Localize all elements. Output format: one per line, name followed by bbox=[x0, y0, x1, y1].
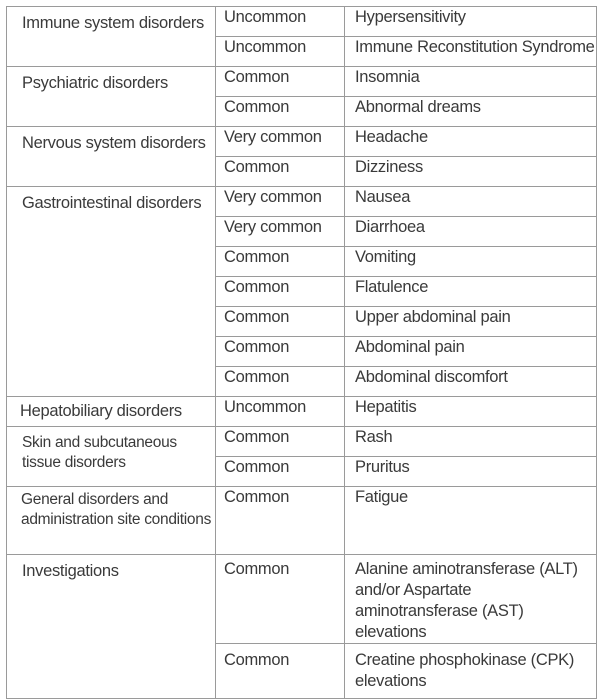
frequency-cell: Common bbox=[216, 277, 345, 307]
system-organ-class-label: General disorders and administration site conditions bbox=[21, 491, 212, 528]
reaction-cell: Nausea bbox=[345, 187, 597, 217]
frequency-cell: Very common bbox=[216, 217, 345, 247]
frequency-cell: Uncommon bbox=[216, 397, 345, 427]
frequency-cell: Common bbox=[216, 367, 345, 397]
reaction-cell: Alanine aminotransferase (ALT) and/or Aspartate aminotransferase (AST) elevations bbox=[345, 555, 597, 644]
system-organ-class-cell bbox=[7, 67, 216, 127]
table-row bbox=[7, 487, 597, 555]
frequency-cell: Uncommon bbox=[216, 37, 345, 67]
frequency-cell: Common bbox=[216, 67, 345, 97]
system-organ-class-label: Hepatobiliary disorders bbox=[20, 402, 182, 420]
table-row bbox=[7, 187, 597, 217]
table-row bbox=[7, 67, 597, 97]
table-row bbox=[7, 427, 597, 457]
frequency-cell: Common bbox=[216, 555, 345, 644]
reaction-cell: Headache bbox=[345, 127, 597, 157]
frequency-cell: Common bbox=[216, 457, 345, 487]
system-organ-class-cell bbox=[7, 187, 216, 397]
reaction-cell: Pruritus bbox=[345, 457, 597, 487]
reaction-cell: Rash bbox=[345, 427, 597, 457]
frequency-cell: Common bbox=[216, 157, 345, 187]
system-organ-class-cell bbox=[7, 555, 216, 699]
reaction-cell: Creatine phosphokinase (CPK) elevations bbox=[345, 644, 597, 699]
frequency-cell: Uncommon bbox=[216, 7, 345, 37]
reaction-cell: Flatulence bbox=[345, 277, 597, 307]
reaction-cell: Immune Reconstitution Syndrome bbox=[345, 37, 597, 67]
table-row bbox=[7, 7, 597, 37]
system-organ-class-label: Nervous system disorders bbox=[22, 134, 206, 152]
system-organ-class-cell bbox=[7, 427, 216, 487]
reaction-cell: Hepatitis bbox=[345, 397, 597, 427]
reaction-cell: Insomnia bbox=[345, 67, 597, 97]
system-organ-class-cell bbox=[7, 7, 216, 67]
system-organ-class-cell bbox=[7, 397, 216, 427]
frequency-cell: Common bbox=[216, 307, 345, 337]
table-row bbox=[7, 555, 597, 644]
reaction-cell: Upper abdominal pain bbox=[345, 307, 597, 337]
frequency-cell: Common bbox=[216, 427, 345, 457]
system-organ-class-label: Immune system disorders bbox=[22, 14, 204, 32]
system-organ-class-cell bbox=[7, 127, 216, 187]
frequency-cell: Common bbox=[216, 487, 345, 555]
system-organ-class-label: Psychiatric disorders bbox=[22, 74, 168, 92]
reaction-cell: Hypersensitivity bbox=[345, 7, 597, 37]
reaction-cell: Diarrhoea bbox=[345, 217, 597, 247]
system-organ-class-label: Skin and subcutaneous tissue disorders bbox=[22, 434, 177, 471]
reaction-cell: Vomiting bbox=[345, 247, 597, 277]
reaction-cell: Dizziness bbox=[345, 157, 597, 187]
frequency-cell: Common bbox=[216, 97, 345, 127]
reaction-cell: Fatigue bbox=[345, 487, 597, 555]
adverse-reactions-table bbox=[6, 6, 597, 699]
system-organ-class-label: Gastrointestinal disorders bbox=[22, 194, 202, 212]
reaction-cell: Abdominal discomfort bbox=[345, 367, 597, 397]
reaction-cell: Abnormal dreams bbox=[345, 97, 597, 127]
frequency-cell: Common bbox=[216, 337, 345, 367]
frequency-cell: Common bbox=[216, 644, 345, 699]
frequency-cell: Very common bbox=[216, 187, 345, 217]
table-row bbox=[7, 127, 597, 157]
table-row bbox=[7, 397, 597, 427]
reaction-cell: Abdominal pain bbox=[345, 337, 597, 367]
frequency-cell: Common bbox=[216, 247, 345, 277]
system-organ-class-cell bbox=[7, 487, 216, 555]
system-organ-class-label: Investigations bbox=[22, 562, 119, 580]
frequency-cell: Very common bbox=[216, 127, 345, 157]
